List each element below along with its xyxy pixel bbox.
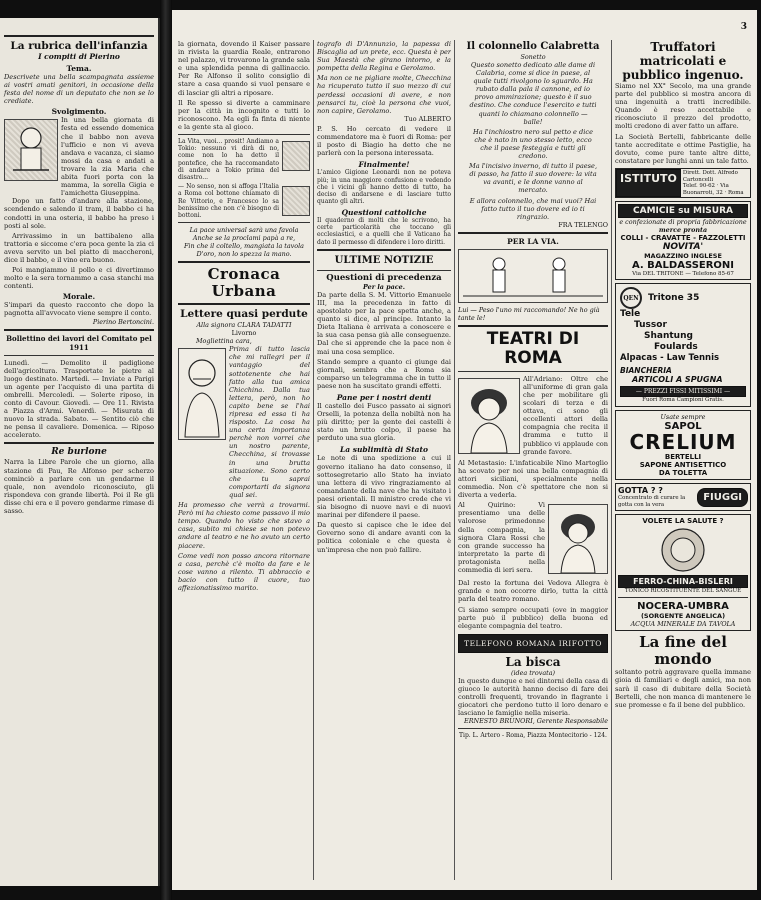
fiuggi-label: FIUGGI: [697, 488, 748, 507]
portrait-illustration: [178, 348, 226, 440]
bollettino-title: Bollettino dei lavori del Comitato pel 1911: [6, 333, 152, 352]
col3-top-body-2: Ma non ce ne pigliare molte, Checchina ha ricuperato tutto il suo mezzo di cui perdessi occasioni di avere, e non pensarci tu, cioè la persona che vuoi, non capire, Gerolamo.: [317, 74, 451, 115]
colli-line: COLLI - CRAVATTE - FAZZOLETTI: [620, 234, 746, 243]
merce-pronta: merce pronta: [658, 226, 708, 235]
street-scene-icon: [459, 250, 607, 302]
istituto-ad: [615, 168, 751, 198]
gotta-body: Concentrato di curare la gotta con la vera: [618, 495, 686, 508]
column-ads: [615, 40, 751, 882]
bisca-body: In questo dunque e nei dintorni della casa di giuoco le autorità hanno deciso di fare dei controlli frequenti, trovando in flagrante i giocatori che perdono tutto il loro denaro e lasciano le famiglie nella miseria.: [458, 676, 608, 718]
lettere-body-3: Come vedi non posso ancora ritornare a casa, perchè c'è molto da fare e le cose vanno a rilento. Ti abbraccio e bacio con tutto il cuore, tuo affezionatissimo marito.: [178, 551, 310, 592]
colonnello-poem: Questo sonetto dedicato alle dame di Calabria, come si dice in paese, al quale tutti rivolgono lo sguardo. Ha rubato dalla pala il cannone, ed io provo ammirazione; questo è il suo destino. Che conduce l'esercito e tutti quanti lo chiamano colonnello — balle!: [469, 61, 597, 126]
foulards-line: Foulards: [654, 342, 698, 353]
morale-heading: Morale.: [62, 292, 96, 302]
rule-re-burlone: [4, 442, 154, 444]
tussor-line: Tussor: [634, 320, 667, 331]
column-rule-1: [313, 40, 314, 880]
section-title: La rubrica dell'infanzia: [10, 40, 148, 52]
re-burlone-title: Re burlone: [51, 447, 107, 458]
colonnello-poem-3: Ma l'incisivo inverno, di tutto il paese, di passo, ha fatto il suo dovere: la vita va avanti, e le donne vanno al mercato.: [468, 162, 598, 195]
man-portrait-icon: [179, 349, 225, 439]
morale-text: S'impari da questo racconto che dopo la pagnotta all'avvocato viene sempre il conto.: [4, 301, 154, 318]
alpacas-line: Alpacas - Law Tennis: [620, 353, 720, 364]
lettere-body-2: Ha promesso che verrà a trovarmi. Però mi ha chiesto come passavo il mio tempo. Quando ho visto che stavo a casa, subito mi chiese se non potevo andare al teatro e ne ho avuto un certo piacere.: [178, 501, 310, 550]
column-notizie: [317, 40, 451, 882]
col4-rule-3: [458, 371, 608, 372]
finalmente-body: L'amico Gigione Leonardi non ne poteva più; in una maggiore confusione e vedendo che i vicini gli hanno detto di tutto, ha deciso di andarsene e di lasciare tutto quanto gli altri.: [317, 169, 451, 206]
sublime-title: La sublimità di Stato: [340, 445, 428, 455]
pane-body: Il castello dei Fusco passato ai signori Orselli, la potenza della nobiltà non ha più diritto; per la gente dei castelli è stato un brutto colpo, il paese ha perduto una sua gloria.: [317, 402, 451, 443]
lettere-body: Prima di tutto lascia che mi rallegri per il vantaggio del sottotenente che hai fatto alla tua amica Chicchina. Dalla tua lettera, però, non ho capito bene se l'hai ripresa ed essa ti ha risposto. La cosa ha una certa importanza perchè non vorrei che un nostro parente, Checchina, si trovasse in una brutta situazione. Sono certo che tu saprai comportarti da signora qual sei.: [229, 345, 310, 499]
woman-portrait-icon-2: [549, 505, 607, 573]
bisleri-emblem: [618, 527, 748, 573]
tonico-label: TONICO RICOSTITUENTE DEL SANGUE: [624, 588, 742, 595]
right-page: [172, 10, 757, 890]
istituto-label: ISTITUTO: [616, 169, 681, 197]
col3-ps: P. S. Ho cercato di vedere il commendatore ma è fuori di Roma: per il posto di Biagio ha detto che ne parlerà con la persona interessata.: [317, 124, 451, 158]
pane-title: Pane per i nostri denti: [336, 393, 432, 403]
poem-line-3: Fin che il coltello, mangiata la tavola: [184, 242, 304, 251]
col3-rule-2: [317, 270, 451, 271]
ultime-notizie-title: ULTIME NOTIZIE: [334, 254, 434, 266]
novita-line: NOVITA': [662, 242, 704, 253]
crelium-bertelli: BERTELLI: [664, 453, 702, 462]
prezzi-line: — PREZZI FISSI MITISSIMI —: [620, 386, 746, 397]
lion-emblem-icon: [618, 527, 748, 573]
istituto-sub: Dirett. Dott. Alfredo Cartoncelli: [682, 169, 738, 183]
acqua-label: ACQUA MINERALE DA TAVOLA: [630, 620, 736, 629]
pierino-signature: Pierino Bertoncini.: [92, 317, 154, 326]
left-page: [0, 18, 160, 886]
sapol-label: SAPOL: [664, 421, 702, 433]
col4-rule-1: [458, 232, 608, 234]
tritone-ad: [615, 283, 751, 407]
actress-portrait-1: [458, 378, 520, 454]
tele-line: Tele: [620, 309, 641, 320]
re-burlone-body: Narra la Libre Parole che un giorno, alla stazione di Pau, Re Alfonso per scherzo cominciò a parlare con un gendarme il quale, non avendolo riconosciuto, gli rispondeva con grande libertà. Poi il Re gli disse chi era e il povero gendarme rimase di sasso.: [4, 458, 154, 516]
page-number: 3: [740, 22, 747, 32]
lettere-to: Alla signora CLARA TADATTI: [196, 321, 292, 330]
col2-rule-3: [178, 261, 310, 263]
fine-mondo-title: La fine del mondo: [639, 633, 727, 669]
ferro-label: FERRO-CHINA-BISLERI: [618, 575, 748, 588]
svolgimento-heading: Svolgimento.: [51, 107, 107, 117]
truffatori-body-2: La Società Bertelli, fabbricante delle tante accreditate e ottime Pastiglie, ha dovuto, come pure tante altre ditte, constatare per lunghi anni un tale fatto.: [615, 132, 751, 165]
col4-rule-4: [458, 728, 608, 729]
precedenza-body: Da parte della S. M. Vittorio Emanuele III, ma la precedenza in fatto di apostolato per la pace spetta anche, a quanto si dice, al principe. Intanto la Dieta Italiana è arrivata a conoscere e la sua casa pensa già alle conseguenze. Dal che si apprende che la pace non è mai una cosa semplice.: [317, 290, 451, 356]
tema-prompt: Descrivete una bella scampagnata assieme ai vostri amati genitori, in occasione della festa del nome di un deputato che non se lo crediate.: [4, 73, 154, 106]
bisca-sub: (idea trovata): [510, 668, 555, 677]
bisca-title: La bisca: [505, 654, 561, 669]
col3-rule-1: [317, 249, 451, 251]
finalmente-heading: Finalmente!: [358, 160, 410, 170]
precedenza-title: Questioni di precedenza: [326, 272, 442, 283]
svolgimento-body-3: Arrivassimo in un battibaleno alla trattoria e siccome c'era poca gente la zia ci aveva servito un bel piatto di maccheroni, dice il babbo, e il vino era buono.: [4, 231, 154, 264]
column-rule-3: [611, 40, 612, 880]
telefono-ad: TELEFONO ROMANA IRIFOTTO: [458, 634, 608, 653]
colonnello-poem-2: Ha l'inchiostro nero sul petto e dice che è nato in uno stesso letto, ecco che il paese festeggia e tutti gli credono.: [473, 127, 593, 161]
per-la-via-caption: Lui — Peso l'uno mi raccomando! Ne ho già tante le!: [458, 305, 600, 322]
bisleri-rule: [618, 597, 748, 598]
tritone-logo-icon: QEN: [620, 287, 642, 309]
child-illustration: [4, 119, 58, 181]
crelium-sapone: SAPONE ANTISETTICO: [639, 461, 727, 470]
truffatori-body: Siamo nel XX° Secolo, ma una grande parte del pubblico si mostra ancora di una ingenuità a tratti incredibile. Quando è reso accettabile e riconosciuto il prezzo del prodotto, molti credono di aver fatto un affare.: [615, 82, 751, 131]
teatri-body-4: Dal resto la fortuna dei Vedova Allegra è grande e non occorre dirlo, tutta la città parla del teatro romano.: [458, 579, 608, 604]
cronaca-title: Cronaca Urbana: [207, 265, 281, 301]
per-la-via-title: PER LA VIA.: [507, 236, 559, 246]
col2-rule-2: [178, 222, 310, 223]
per-la-via-illustration: [458, 249, 608, 303]
col2-note-box: La Vita, vuoi... prosit! Andiamo a Tokio: nessuno vi dirà di no, come non lo ha detto il pontefice, che ha raccomandato di andare a Tokio prima del disastro...: [178, 138, 279, 182]
col2-small-illustration-2: [282, 186, 310, 216]
col2-body-mid: Il Re spesso si diverte a camminare per la città in incognito e tutti lo riconoscono. Ma egli fa finta di niente e la gente sta al gioco.: [178, 98, 310, 131]
poem-line-1: La pace universal sarà una favola: [189, 226, 299, 235]
col4-rule-2: [458, 325, 608, 327]
precedenza-sub: Per la pace.: [363, 282, 405, 291]
precedenza-body-2: Stando sempre a quanto ci giunge dai giornali, sembra che a Roma sia comparso un telegramma che in tutto il paese non ha suscitato grandi effetti.: [317, 357, 451, 390]
fine-mondo-body: soltanto potrà aggravare quella immane gioia di familiari e degli amici, ma non sarà il caso di dubitare della Società Bertelli, che non manca di mantenere le sue promesse e fa il bene del pubblico.: [615, 668, 751, 709]
lettere-city: Livorno: [231, 329, 257, 338]
teatri-title: TEATRI DI ROMA: [486, 328, 580, 368]
tritone-label: Tritone 35: [648, 293, 700, 304]
bollettino-body: Lunedì. — Demolito il padiglione dell'agricoltura. Trasportate le pietre al luogo destinato. Martedì. — Inviate a Parigi un agente per l'acquisto di una partita di ombrelli. Mercoledì. — Solerte riposo, in conto di Cavour. Giovedì. — Ore 11. Rivista a Piazza d'Armi. Venerdì. — Misurata di nuovo la strada. Sabato. — Sentito ciò che ne pensa il cavaliere. Domenica. — Riposo accelerato.: [4, 358, 154, 440]
colonnello-sign: FRA TELENGO: [558, 220, 608, 229]
colonnello-title: Il colonnello Calabretta: [466, 41, 600, 52]
column-rule-2: [454, 40, 455, 880]
teatri-body-2: Al Metastasio: L'infaticabile Nino Martoglio ha scovato per noi una bella compagnia di attori siciliani, specialmente nella commedia. Non c'è spettatore che non si diverta a vederla.: [458, 458, 608, 500]
top-rule: [4, 35, 154, 37]
lettere-salutation: Mogliettina cara,: [196, 337, 252, 346]
col2-rule-1: [178, 134, 310, 135]
column-cronaca: [178, 40, 310, 882]
biancheria-line: BIANCHERIA: [620, 366, 672, 376]
actress-portrait-2: [548, 504, 608, 574]
fiuggi-ad: [615, 483, 751, 511]
articoli-line: ARTICOLI A SPUGNA: [632, 375, 723, 385]
fuori-roma-line: Fuori Roma Campioni Gratis.: [642, 397, 724, 404]
col3-top-body: tografo di D'Annunzio, la papessa di Biscaglia ad un prete, ecc. Questa è per Sua Maestà che girano intorno, e la pompetta della Regina e Gerolamo.: [317, 40, 451, 73]
camicie-sub: e confezionate di propria fabbricazione: [619, 218, 747, 227]
camicie-ad: [615, 201, 751, 280]
teatri-body-3: Al Quirino: Vi presentiamo una delle valorose primedonne della compagnia, la signora Clara Rossi che con grande successo ha interpretato la parte di protagonista nella commedia di ieri sera.: [458, 501, 545, 574]
baldasseroni-name: A. BALDASSERONI: [631, 260, 735, 272]
shantung-line: Shantung: [644, 331, 693, 342]
col2-body-top: la giornata, dovendo il Kaiser passare in rivista la guardia Reale, entrarono nel palazzo, vi trovarono la grande sala e una splendida penna di gallinaccio. Per Re Alfonso il solito consiglio di stare a casa quando si vuol pensare e di lasciar gli altri a riposare.: [178, 40, 310, 97]
col2-small-illustration: [282, 141, 310, 171]
infanzia-column: [4, 32, 154, 515]
colonnello-sub: Sonetto: [520, 53, 546, 61]
magazzino-line: MAGAZZINO INGLESE: [644, 252, 722, 261]
baldasseroni-addr: Via DEL TRITONE — Telefono 85-67: [632, 271, 734, 278]
crelium-ad: [615, 410, 751, 480]
teatri-body: All'Adriano: Oltre che all'uniforme di gran gala che per mobilitare gli scolari di terza e di ottava, ci sono gli eccellenti attori della compagnia che recita il dramma e tutto il pubblico vi applaude con grande favore.: [523, 374, 608, 456]
teatri-body-5: Ci siamo sempre occupati (ove in maggior parte può il pubblico) della buona ed elegante compagnia del teatro.: [458, 605, 608, 630]
child-figure-icon: [5, 120, 57, 180]
binding-gutter: [160, 0, 172, 900]
nocera-label: NOCERA-UMBRA: [637, 601, 729, 613]
sublime-body-2: Da questo si capisce che le idee del Governo sono di andare avanti con la politica coloniale e che questa è un'impresa che non può fallire.: [317, 521, 451, 554]
bisca-sign: ERNESTO BRUNORI, Gerente Responsabile: [464, 717, 608, 726]
col2-rule-4: [178, 303, 310, 305]
istituto-addr: Telef. 90-62 · Via Buonarroti, 32 · Roma: [682, 183, 744, 196]
woman-portrait-icon: [459, 379, 519, 453]
colonnello-poem-4: E allora colonnello, che mai vuoi? Hai fatto tutto il tuo dovere ed io ti ringrazio.: [469, 196, 597, 221]
svolgimento-body-2: Dopo un fatto d'andare alla stazione, scendendo e salendo il tram, il babbo ci ha condotti in una osteria, il babbo ha preso i posti al sole.: [4, 197, 154, 230]
tema-heading: Tema.: [66, 64, 92, 73]
gotta-label: GOTTA ? ?: [618, 486, 663, 496]
svolgimento-body-1: In una bella giornata di festa ed essendo domenica che il babbo non aveva l'ufficio e non vi aveva andava e vacanza, ci siamo mossi da casa e andati a trovare la zia Maria che abita fuori porta con la mamma, la sorella Gigia e l'amichetta Giuseppina.: [61, 116, 154, 198]
sublime-body: Le note di una spedizione a cui il governo italiano ha dato consenso, il sottosegretario allo Stato ha inviato una lettera di vivo ringraziamento al comandante della nave che ha visitato i paesi orientali. Il ministro crede che vi sia bisogno di nuove navi e di nuovi marinai per difendere il paese.: [317, 454, 451, 520]
camicie-title: CAMICIE su MISURA: [618, 204, 748, 218]
truffatori-title: Truffatori matricolati e pubblico ingenuo.: [622, 40, 744, 82]
svolgimento-body-4: Poi mangiammo il pollo e ci divertimmo molto e la sera tornammo a casa stanchi ma contenti.: [4, 266, 154, 291]
angelica-label: (SORGENTE ANGELICA): [640, 612, 726, 621]
usate-sempre: Usate sempre: [660, 413, 706, 422]
crelium-label: CRELIUM: [629, 430, 737, 455]
volete-label: VOLETE LA SALUTE ?: [642, 517, 724, 526]
questioni-body: Il quaderno di molti che le scrivono, ha certe particolarità che toccano gli ecclesiastici, e a quelli che il Vaticano ha dato il permesso di difendere i loro diritti.: [317, 216, 451, 246]
tipografia-line: Tip. L. Artero - Roma, Piazza Montecitorio - 124.: [459, 732, 607, 740]
crelium-toletta: DA TOLETTA: [658, 469, 708, 478]
column-teatri: [458, 40, 608, 882]
col3-top-sign: Tuo ALBERTO: [404, 114, 451, 123]
col2-note-box-2: — No senso, non si affoga l'Italia a Roma col bottone chiamato di Re Vittorio, e Francesco lo sa benissimo che non c'è bisogno di bottoni.: [178, 183, 279, 220]
section-subtitle: I compiti di Pierino: [38, 52, 120, 61]
rule-bollettino-2: [4, 355, 154, 356]
rule-bollettino: [4, 329, 154, 331]
bisleri-ad: [615, 514, 751, 631]
poem-line-4: D'oro, non lo spezza la mano.: [196, 250, 292, 259]
lettere-title: Lettere quasi perdute: [180, 308, 308, 321]
poem-line-2: Anche se la proclami papà a re,: [192, 234, 296, 243]
questioni-title: Questioni cattoliche: [341, 207, 427, 217]
